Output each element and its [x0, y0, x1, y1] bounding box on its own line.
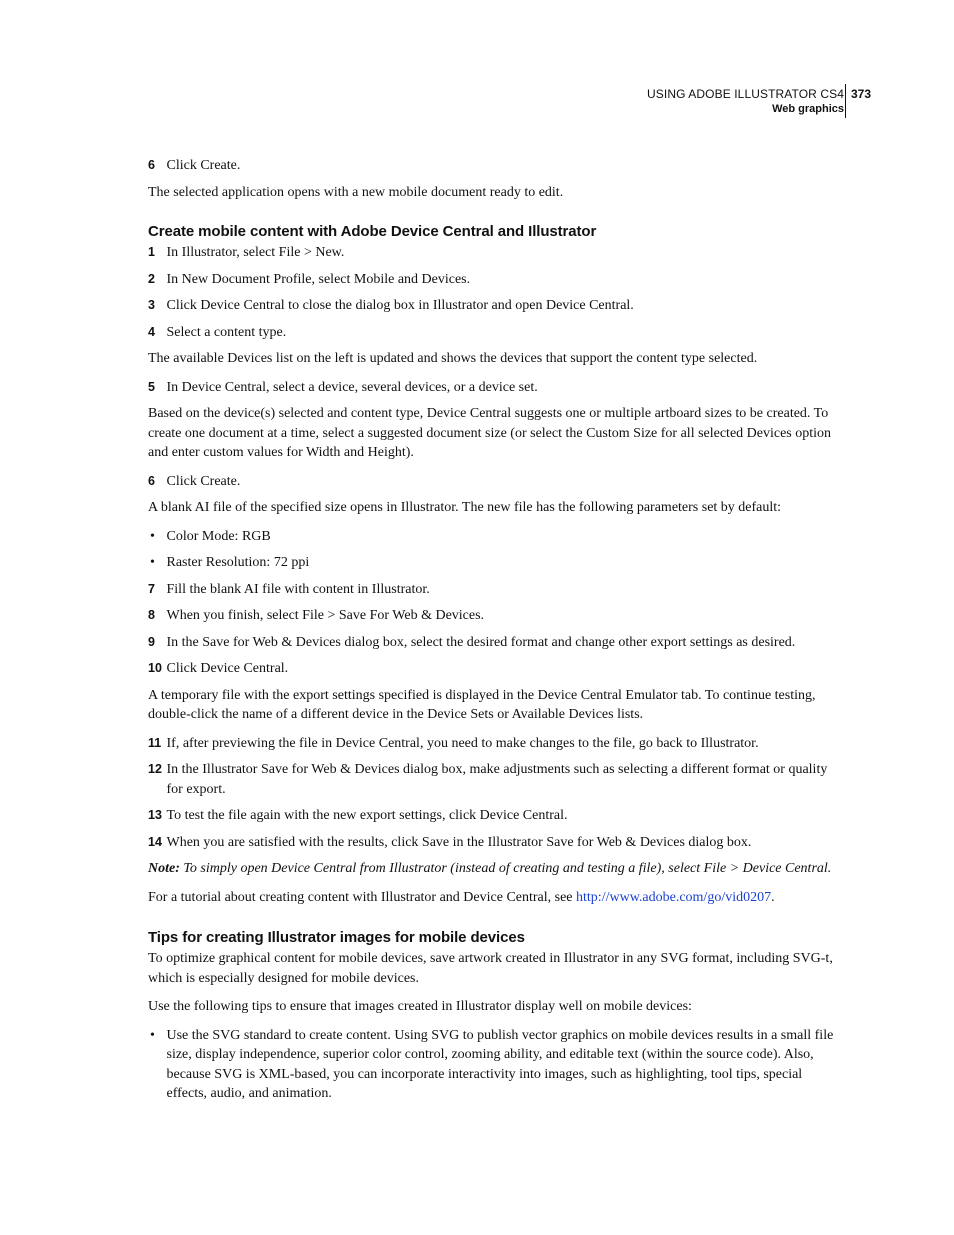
- body-paragraph: The available Devices list on the left is updated and shows the devices that support the content type selected.: [148, 351, 758, 366]
- step-number: 13: [148, 808, 162, 822]
- tutorial-paragraph: [148, 888, 842, 908]
- body-paragraph: A temporary file with the export settings specified is displayed in the Device Central Emulator tab. To continue testing, double-click the name of a different device in the Device Sets or Available Devices lists.: [148, 687, 816, 722]
- bullet-text: Raster Resolution: 72 ppi: [166, 555, 310, 570]
- bullet-item: [148, 553, 842, 573]
- step-number: 9: [148, 634, 155, 649]
- step-text: Click Device Central.: [166, 661, 289, 676]
- step-text: In the Illustrator Save for Web & Devices dialog box, make adjustments such as selecting a different format or quality for export.: [166, 762, 828, 797]
- step-item: [148, 659, 842, 679]
- step-item: [148, 833, 842, 853]
- bullet-text: Use the SVG standard to create content. Using SVG to publish vector graphics on mobile devices results in a small file size, display independence, superior color control, zooming ability, and editable text (within the source code). Also, because SVG is XML-based, you can incorporate interactivity into images, such as highlighting, tool tips, special effects, audio, and animation.: [166, 1027, 834, 1101]
- body-paragraph: To optimize graphical content for mobile devices, save artwork created in Illustrator in any SVG format, including SVG-t, which is especially designed for mobile devices.: [148, 951, 833, 986]
- step-item: [148, 580, 842, 600]
- step-text: Click Device Central to close the dialog box in Illustrator and open Device Central.: [166, 298, 634, 313]
- step-number: 1: [148, 245, 155, 259]
- step-number: 6: [148, 473, 155, 488]
- step-text: When you finish, select File > Save For Web & Devices.: [166, 608, 485, 623]
- step-number: 8: [148, 608, 155, 622]
- section-heading: Tips for creating Illustrator images for mobile devices: [148, 929, 525, 946]
- step-number: 10: [148, 661, 162, 675]
- step-item: [148, 270, 842, 290]
- step-number: 6: [148, 158, 155, 172]
- bullet-mark: •: [150, 555, 155, 570]
- step-number: 3: [148, 298, 155, 312]
- step-number: 2: [148, 271, 155, 286]
- step-item: [148, 806, 842, 826]
- page-content: [148, 156, 842, 1111]
- step-item: [148, 734, 842, 754]
- step-item: [148, 243, 842, 263]
- body-paragraph: Use the following tips to ensure that images created in Illustrator display well on mobile devices:: [148, 999, 692, 1014]
- step-text: When you are satisfied with the results, click Save in the Illustrator Save for Web & Devices dialog box.: [166, 834, 752, 850]
- bullet-item: [148, 527, 842, 547]
- header-divider: [845, 84, 846, 118]
- step-number: 11: [148, 735, 162, 750]
- step-number: 4: [148, 324, 155, 339]
- step-text: In Device Central, select a device, several devices, or a device set.: [166, 379, 538, 395]
- tutorial-video-link[interactable]: http://www.adobe.com/go/vid0207: [576, 889, 772, 905]
- step-text: Fill the blank AI file with content in Illustrator.: [166, 581, 430, 597]
- note-label: Note:: [148, 861, 180, 876]
- step-text: Click Create.: [166, 473, 241, 489]
- header-section-title: Web graphics: [772, 103, 844, 115]
- step-item: [148, 606, 842, 626]
- body-paragraph: The selected application opens with a new mobile document ready to edit.: [148, 184, 564, 200]
- running-header: [647, 86, 844, 117]
- step-text: In Illustrator, select File > New.: [166, 245, 345, 260]
- body-paragraph: Based on the device(s) selected and content type, Device Central suggests one or multiple artboard sizes to be created. To create one document at a time, select a suggested document size (or select the Custom Size for all selected Devices option and enter custom values for Width and Height).: [148, 406, 832, 460]
- step-number: 5: [148, 379, 155, 394]
- step-number: 7: [148, 581, 155, 596]
- body-paragraph: A blank AI file of the specified size opens in Illustrator. The new file has the following parameters set by default:: [148, 500, 782, 515]
- step-item: [148, 323, 842, 343]
- page-number: 373: [851, 87, 872, 101]
- section-heading: Create mobile content with Adobe Device Central and Illustrator: [148, 223, 597, 240]
- tutorial-suffix: .: [771, 889, 775, 905]
- step-item: [148, 633, 842, 653]
- step-text: Click Create.: [166, 158, 241, 173]
- step-item: [148, 378, 842, 398]
- step-text: If, after previewing the file in Device Central, you need to make changes to the file, go back to Illustrator.: [166, 735, 759, 751]
- bullet-mark: •: [150, 528, 155, 544]
- tutorial-text: For a tutorial about creating content with Illustrator and Device Central, see: [148, 889, 577, 905]
- step-item: [148, 760, 842, 799]
- bullet-item: [148, 1026, 842, 1104]
- step-item: [148, 156, 842, 176]
- header-doc-title: USING ADOBE ILLUSTRATOR CS4: [647, 87, 844, 101]
- step-item: [148, 296, 842, 316]
- note-paragraph: [148, 859, 842, 879]
- bullet-text: Color Mode: RGB: [166, 528, 271, 544]
- step-text: In New Document Profile, select Mobile and Devices.: [166, 271, 471, 287]
- note-text: To simply open Device Central from Illustrator (instead of creating and testing a file), select File > Device Central.: [183, 861, 832, 876]
- step-item: [148, 472, 842, 492]
- step-text: To test the file again with the new export settings, click Device Central.: [166, 808, 568, 823]
- bullet-mark: •: [150, 1027, 155, 1043]
- step-text: Select a content type.: [166, 324, 287, 340]
- step-text: In the Save for Web & Devices dialog box, select the desired format and change other export settings as desired.: [166, 634, 796, 650]
- step-number: 14: [148, 834, 162, 849]
- step-number: 12: [148, 762, 162, 776]
